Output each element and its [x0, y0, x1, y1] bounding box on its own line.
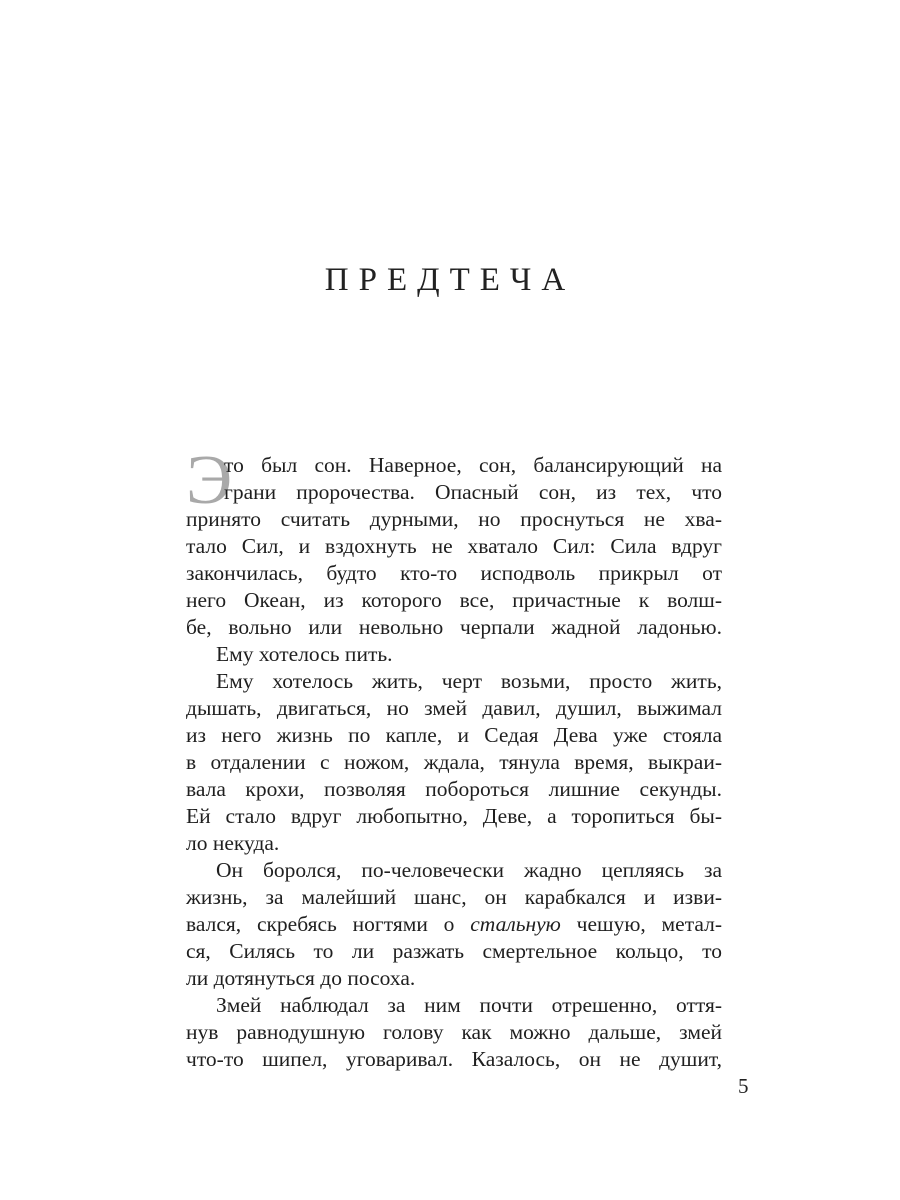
text-line: в отдалении с ножом, ждала, тянула время, выкраи- [186, 750, 722, 774]
page-number: 5 [738, 1074, 749, 1098]
text-line: что-то шипел, уговаривал. Казалось, он не душит, [186, 1047, 722, 1071]
text-line: закончилась, будто кто-то исподволь прикрыл от [186, 561, 722, 585]
text-line: него Океан, из которого все, причастные к волш- [186, 588, 722, 612]
paragraph-2 [186, 641, 722, 668]
text-line: Он боролся, по-человечески жадно цепляясь за [216, 858, 722, 882]
text-line: ли дотянуться до посоха. [186, 966, 416, 990]
italic-word: стальную [470, 912, 561, 936]
text-line: нув равнодушную голову как можно дальше, змей [186, 1020, 722, 1044]
paragraph-3 [186, 668, 722, 857]
text-line: бе, вольно или невольно черпали жадной ладонью. [186, 615, 722, 639]
text-line: вала крохи, позволяя побороться лишние секунды. [186, 777, 722, 801]
paragraph-5 [186, 992, 722, 1073]
text-line: ся, Силясь то ли разжать смертельное кольцо, то [186, 939, 722, 963]
text-segment: чешую, метал- [560, 912, 722, 936]
chapter-title: ПРЕДТЕЧА [324, 262, 576, 298]
paragraph-1 [186, 442, 722, 641]
drop-cap: Э [186, 442, 233, 519]
text-line: грани пророчества. Опасный сон, из тех, что [224, 480, 722, 504]
text-line: Змей наблюдал за ним почти отрешенно, оття- [216, 993, 722, 1017]
paragraph-4 [186, 857, 722, 992]
text-line: Ей стало вдруг любопытно, Деве, а торопиться бы- [186, 804, 722, 828]
text-line: Ему хотелось жить, черт возьми, просто жить, [216, 669, 722, 693]
text-line: тало Сил, и вздохнуть не хватало Сил: Сила вдруг [186, 534, 722, 558]
text-segment: вался, скребясь ногтями о [186, 912, 471, 936]
text-line: Ему хотелось пить. [216, 642, 393, 666]
text-line: то был сон. Наверное, сон, балансирующий на [224, 453, 722, 477]
text-line: ло некуда. [186, 831, 280, 855]
text-line: из него жизнь по капле, и Седая Дева уже стояла [186, 723, 722, 747]
text-line: принято считать дурными, но проснуться не хва- [186, 507, 722, 531]
text-line: дышать, двигаться, но змей давил, душил, выжимал [186, 696, 722, 720]
body-text [186, 442, 722, 1073]
text-line-mixed [186, 911, 722, 938]
text-line: жизнь, за малейший шанс, он карабкался и изви- [186, 885, 722, 909]
